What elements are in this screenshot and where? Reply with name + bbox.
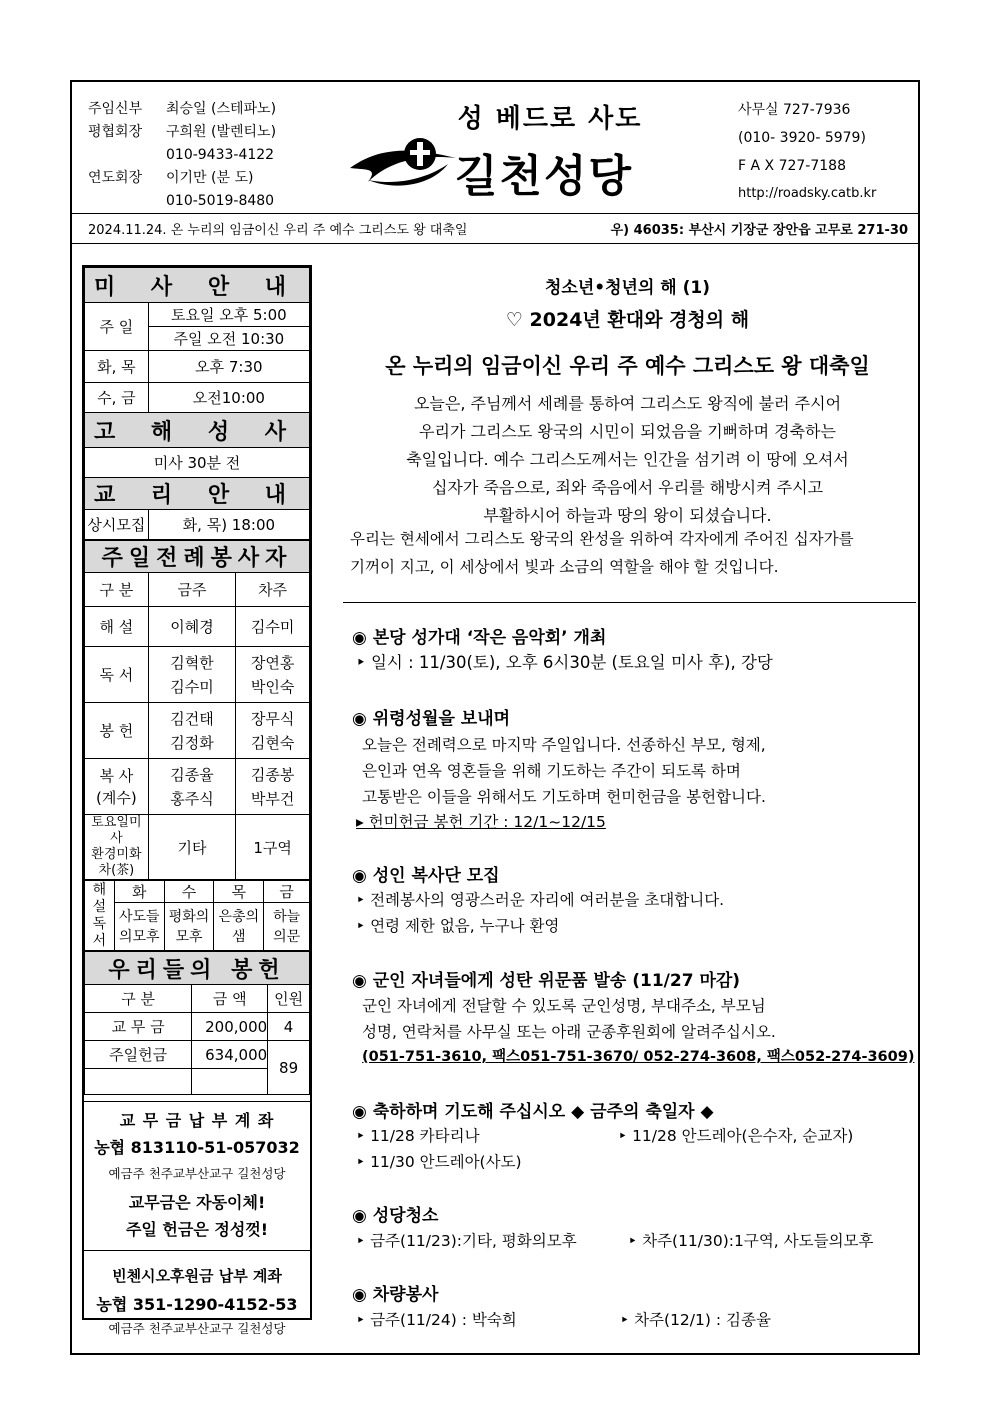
weekday-day: 목 <box>214 881 264 903</box>
server-role: 봉 헌 <box>85 703 149 759</box>
church-title: 길천성당 <box>455 151 634 202</box>
servers-head: 차주 <box>236 573 310 607</box>
office-phone: 사무실 727-7936 <box>738 102 851 118</box>
year-theme: 청소년•청년의 해 (1) <box>544 278 711 298</box>
notice-line: ‣ 일시 : 11/30(토), 오후 6시30분 (토요일 미사 후), 강당 <box>356 653 773 672</box>
intro-last: 기꺼이 지고, 이 세상에서 빛과 소금의 역할을 해야 할 것입니다. <box>350 558 779 576</box>
fax-number: F A X 727-7188 <box>738 158 846 174</box>
church-logo-icon <box>348 128 458 190</box>
weekday-group: 은총의 샘 <box>214 903 264 951</box>
mass-schedule-table <box>84 267 310 540</box>
confession-title: 고 해 성 사 <box>85 413 310 448</box>
confession-text: 미사 30분 전 <box>85 448 310 478</box>
notice-line: 군인 자녀에게 전달할 수 있도록 군인성명, 부대주소, 부모님 <box>362 997 766 1015</box>
server-role: 복 사 (계수) <box>85 759 149 815</box>
header-contact <box>738 96 876 208</box>
server-role: 독 서 <box>85 647 149 703</box>
server-this: 김혁한 김수미 <box>148 647 236 703</box>
server-this: 김종율 홍주식 <box>148 759 236 815</box>
website-link[interactable]: http://roadsky.catb.kr <box>738 186 877 201</box>
server-this: 기타 <box>148 815 236 880</box>
offering-table <box>84 951 310 1095</box>
weekday-group: 평화의 모후 <box>164 903 214 951</box>
offering-label: 교 무 금 <box>85 1013 192 1041</box>
address: 우) 46035: 부산시 기장군 장안읍 고무로 271-30 <box>610 223 908 238</box>
staff-row: 010-5019-8480 <box>166 193 275 209</box>
vincent-box <box>84 1251 310 1337</box>
server-role: 해 설 <box>85 607 149 647</box>
notice-line: 은인과 연옥 영혼들을 위해 기도하는 주간이 되도록 하며 <box>362 762 741 780</box>
offering-amount: 200,000 <box>192 1013 268 1041</box>
staff-row: 연도회장 이기만 (분 도) <box>88 170 254 186</box>
vincent-number: 농협 351-1290-4152-53 <box>96 1295 298 1314</box>
notice-line: ‣ 차주(11/30):1구역, 사도들의모후 <box>628 1232 874 1250</box>
divider <box>70 213 920 214</box>
staff-row: 주임신부 최승일 (스테파노) <box>88 101 277 117</box>
notice-title: ◉ 본당 성가대 ‘작은 음악회’ 개최 <box>352 628 607 648</box>
weekday-group: 하늘 의문 <box>264 903 310 951</box>
server-role: 토요일미사 환경미화 차(茶) <box>85 815 149 880</box>
intro-text: 오늘은, 주님께서 세례를 통하여 그리스도 왕직에 불러 주시어 우리가 그리스도 왕국의 시민이 되었음을 기뻐하며 경축하는 축일입니다. 예수 그리스도께서는 인간을 섬기려 이 땅에 오셔서 십자가 죽음으로, 죄와 죽음에서 우리를 해방시켜 주시고 부활하시어 하늘과 땅의 왕이 되셨습니다. <box>406 394 849 525</box>
divider <box>70 243 920 244</box>
catechism-time: 화, 목) 18:00 <box>148 510 309 540</box>
feast-person: ‣ 11/28 안드레아(은수자, 순교자) <box>618 1127 854 1145</box>
feast-title: 온 누리의 임금이신 우리 주 예수 그리스도 왕 대축일 <box>385 354 870 378</box>
notice-title: ◉ 차량봉사 <box>352 1285 439 1305</box>
servers-title: 주일전례봉사자 <box>85 541 310 573</box>
staff-row: 010-9433-4122 <box>166 147 275 163</box>
account-holder: 예금주 천주교부산교구 길천성당 <box>108 1166 286 1181</box>
server-next: 김종봉 박부건 <box>236 759 310 815</box>
divider <box>343 602 916 603</box>
sunday-label: 주 일 <box>85 303 149 351</box>
notice-title: ◉ 성인 복사단 모집 <box>352 866 500 886</box>
vincent-holder: 예금주 천주교부산교구 길천성당 <box>108 1321 286 1336</box>
left-column <box>82 265 312 1336</box>
year-subtheme: ♡ 2024년 환대와 경청의 해 <box>505 309 750 331</box>
header-staff <box>88 98 276 213</box>
notice-line: (051-751-3610, 팩스051-751-3670/ 052-274-3608, 팩스052-274-3609) <box>362 1049 915 1065</box>
church-subtitle: 성 베드로 사도 <box>457 104 643 134</box>
notice-line: ‣ 전례봉사의 영광스러운 자리에 여러분을 초대합니다. <box>356 891 725 909</box>
server-this: 김건태 김정화 <box>148 703 236 759</box>
sunday-time-2: 주일 오전 10:30 <box>148 327 309 351</box>
server-next: 장연홍 박인숙 <box>236 647 310 703</box>
catechism-label: 상시모집 <box>85 510 149 540</box>
wefr-label: 수, 금 <box>85 383 149 413</box>
notice-line: ‣ 연령 제한 없음, 누구나 환영 <box>356 917 560 935</box>
intro-last: 우리는 현세에서 그리스도 왕국의 완성을 위하여 각자에게 주어진 십자가를 <box>350 530 854 548</box>
server-next: 김수미 <box>236 607 310 647</box>
wefr-time: 오전10:00 <box>148 383 309 413</box>
offering-count: 4 <box>268 1013 310 1041</box>
offering-head: 인원 <box>268 985 310 1013</box>
server-next: 1구역 <box>236 815 310 880</box>
tuth-label: 화, 목 <box>85 351 149 383</box>
servers-table <box>84 540 310 880</box>
account-number: 농협 813110-51-057032 <box>94 1138 300 1157</box>
account-note: 주일 헌금은 정성껏! <box>125 1220 269 1239</box>
offering-amount: 634,000 <box>192 1041 268 1069</box>
notice-line: ▸ 헌미헌금 봉헌 기간 : 12/1~12/15 <box>356 813 606 831</box>
sunday-time-1: 토요일 오후 5:00 <box>148 303 309 327</box>
weekday-readers-table <box>84 880 310 951</box>
account-title: 교 무 금 납 부 계 좌 <box>119 1111 275 1130</box>
weekday-day: 화 <box>114 881 164 903</box>
date-bar <box>88 219 908 238</box>
tuth-time: 오후 7:30 <box>148 351 309 383</box>
notice-title: ◉ 축하하며 기도해 주십시오 ◆ 금주의 축일자 ◆ <box>352 1102 714 1122</box>
servers-head: 구 분 <box>85 573 149 607</box>
account-note: 교무금은 자동이체! <box>128 1193 266 1212</box>
account-box <box>84 1102 310 1240</box>
staff-row: 평협회장 구희원 (발렌티노) <box>88 124 277 140</box>
feast-person: ‣ 11/30 안드레아(사도) <box>356 1153 522 1171</box>
weekday-role: 해 설 독 서 <box>85 881 115 951</box>
feast-person: ‣ 11/28 카타리나 <box>356 1127 480 1145</box>
server-next: 장무식 김현숙 <box>236 703 310 759</box>
offering-head: 구 분 <box>85 985 192 1013</box>
offering-count: 89 <box>268 1041 310 1095</box>
notice-title: ◉ 성당청소 <box>352 1206 439 1226</box>
offering-head: 금 액 <box>192 985 268 1013</box>
catechism-title: 교 리 안 내 <box>85 478 310 510</box>
mobile-phone: (010- 3920- 5979) <box>738 130 866 146</box>
server-this: 이혜경 <box>148 607 236 647</box>
offering-empty <box>85 1069 192 1095</box>
notice-line: 성명, 연락처를 사무실 또는 아래 군종후원회에 알려주십시오. <box>362 1023 776 1041</box>
notice-line: ‣ 금주(11/24) : 박숙희 <box>356 1311 517 1329</box>
offering-title: 우리들의 봉헌 <box>85 952 310 985</box>
notice-title: ◉ 위령성월을 보내며 <box>352 709 511 729</box>
servers-head: 금주 <box>148 573 236 607</box>
notice-line: 고통받은 이들을 위해서도 기도하며 헌미헌금을 봉헌합니다. <box>362 788 766 806</box>
notice-line: 오늘은 전례력으로 마지막 주일입니다. 선종하신 부모, 형제, <box>362 736 766 754</box>
offering-label: 주일헌금 <box>85 1041 192 1069</box>
notice-line: ‣ 차주(12/1) : 김종율 <box>620 1311 771 1329</box>
weekday-day: 금 <box>264 881 310 903</box>
notice-title: ◉ 군인 자녀들에게 성탄 위문품 발송 (11/27 마감) <box>352 971 741 991</box>
date-line: 2024.11.24. 온 누리의 임금이신 우리 주 예수 그리스도 왕 대축일 <box>88 223 468 238</box>
vincent-title: 빈첸시오후원금 납부 계좌 <box>112 1267 282 1285</box>
offering-empty <box>192 1069 268 1095</box>
weekday-group: 사도들 의모후 <box>114 903 164 951</box>
mass-title: 미 사 안 내 <box>85 268 310 303</box>
weekday-day: 수 <box>164 881 214 903</box>
notice-line: ‣ 금주(11/23):기타, 평화의모후 <box>356 1232 577 1250</box>
